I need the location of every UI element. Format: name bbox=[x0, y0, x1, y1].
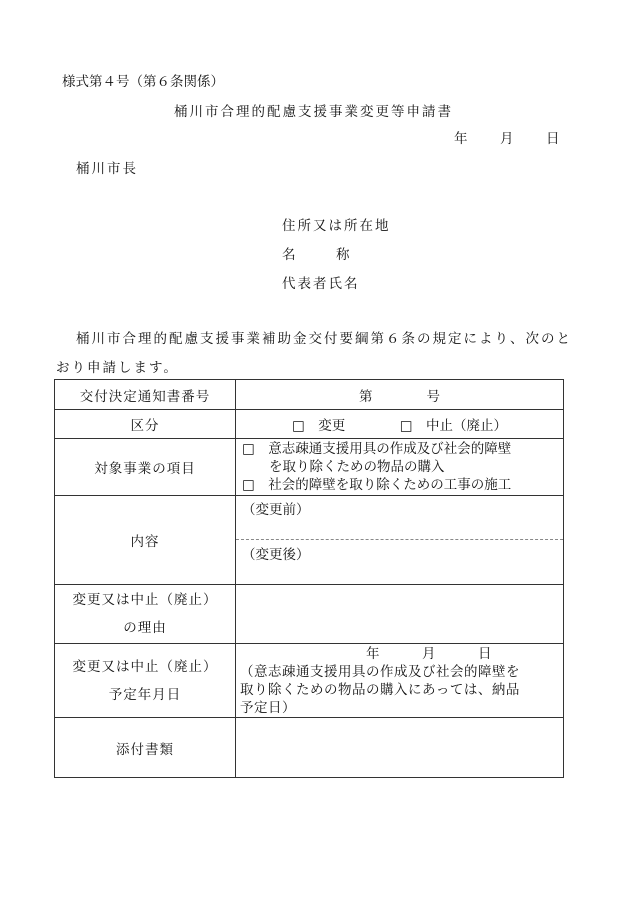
content-label: 内容 bbox=[55, 496, 236, 585]
notice-number-label: 交付決定通知書番号 bbox=[55, 380, 236, 410]
target-item-continuation: を取り除くための物品の購入 bbox=[242, 459, 445, 475]
scheduled-date-note-1: （意志疎通支援用具の作成及び社会的障壁を bbox=[240, 663, 520, 680]
checkbox-barrier-construction[interactable]: □ 社会的障壁を取り除くための工事の施工 bbox=[242, 477, 512, 493]
before-change-field[interactable] bbox=[236, 496, 563, 539]
notice-number-value[interactable]: 第 号 bbox=[236, 380, 564, 410]
scheduled-date-label-line-1: 変更又は中止（廃止） bbox=[72, 658, 218, 675]
target-items-cell bbox=[236, 439, 564, 496]
applicant-name-label: 名 称 bbox=[282, 247, 350, 263]
attachments-label: 添付書類 bbox=[55, 718, 236, 778]
applicant-representative-label: 代表者氏名 bbox=[282, 276, 360, 292]
document-title: 桶川市合理的配慮支援事業変更等申請書 bbox=[174, 104, 453, 120]
category-label: 区分 bbox=[55, 410, 236, 439]
intro-line-2: おり申請します。 bbox=[56, 360, 179, 376]
row-attachments bbox=[55, 718, 564, 778]
form-number: 様式第４号（第６条関係） bbox=[62, 74, 224, 90]
reason-label-line-1: 変更又は中止（廃止） bbox=[72, 592, 218, 608]
checkbox-change[interactable]: □ 変更 bbox=[291, 418, 346, 434]
target-items-label: 対象事業の項目 bbox=[55, 439, 236, 496]
scheduled-date-note-2: 取り除くための物品の購入にあっては、納品 bbox=[240, 681, 520, 698]
date-month: 月 bbox=[500, 131, 514, 147]
reason-label bbox=[55, 585, 236, 644]
reason-field[interactable] bbox=[236, 585, 564, 644]
row-notice-number bbox=[55, 380, 564, 410]
scheduled-date-cell[interactable] bbox=[236, 644, 564, 718]
date-day: 日 bbox=[546, 131, 560, 147]
row-category bbox=[55, 410, 564, 439]
category-options bbox=[236, 410, 564, 439]
scheduled-date-label-line-2: 予定年月日 bbox=[108, 686, 182, 703]
application-table bbox=[54, 379, 564, 778]
before-change-label: （変更前） bbox=[242, 502, 310, 518]
date-year: 年 bbox=[454, 131, 468, 147]
checkbox-cancel[interactable]: □ 中止（廃止） bbox=[399, 418, 508, 434]
checkbox-communication-aid[interactable]: □ 意志疎通支援用具の作成及び社会的障壁 bbox=[242, 441, 512, 457]
after-change-label: （変更後） bbox=[242, 547, 310, 563]
row-reason bbox=[55, 585, 564, 644]
scheduled-date-note-3: 予定日） bbox=[240, 699, 296, 716]
row-target-items bbox=[55, 439, 564, 496]
scheduled-date-value: 年 月 日 bbox=[366, 645, 492, 662]
applicant-address-label: 住所又は所在地 bbox=[282, 218, 391, 234]
reason-label-line-2: の理由 bbox=[123, 620, 167, 636]
row-scheduled-date bbox=[55, 644, 564, 718]
addressee: 桶川市長 bbox=[76, 161, 138, 177]
row-content bbox=[55, 496, 564, 585]
content-cell bbox=[236, 496, 564, 585]
attachments-field[interactable] bbox=[236, 718, 564, 778]
after-change-field[interactable] bbox=[236, 539, 563, 584]
intro-line-1: 桶川市合理的配慮支援事業補助金交付要綱第６条の規定により、次のと bbox=[76, 331, 572, 347]
scheduled-date-label bbox=[55, 644, 236, 718]
